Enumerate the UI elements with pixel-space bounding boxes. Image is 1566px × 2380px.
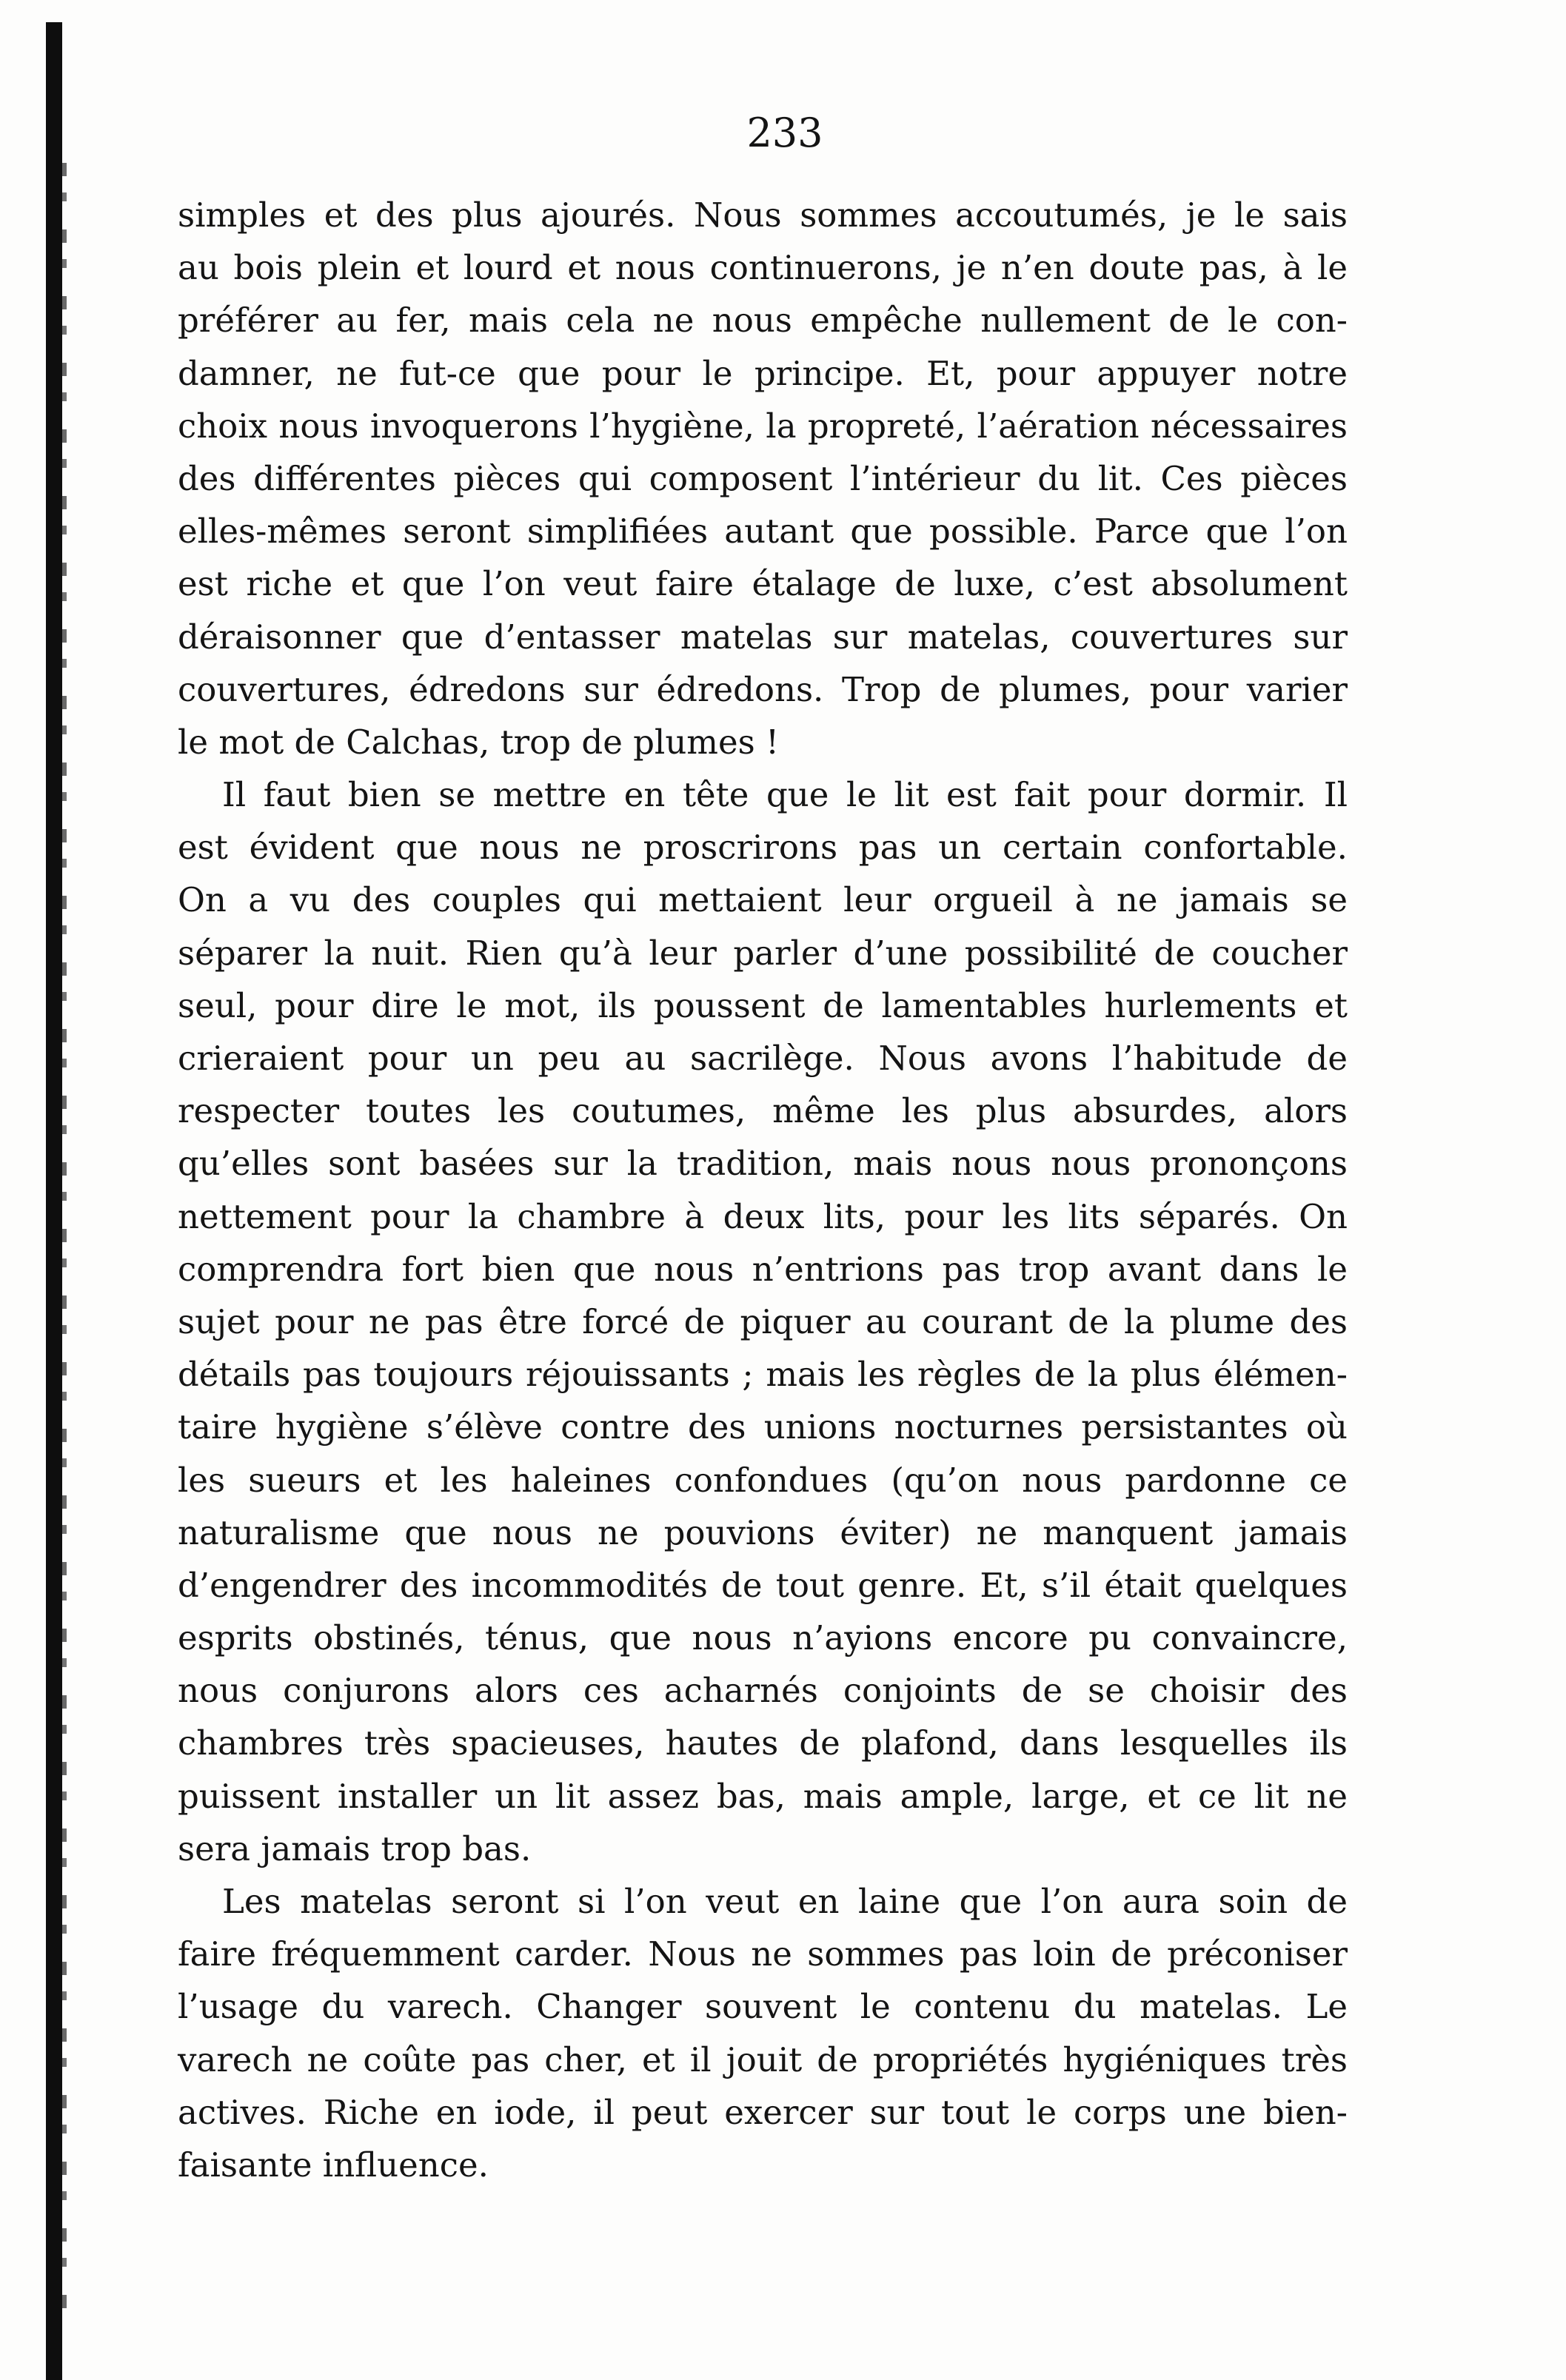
text-line: est évident que nous ne proscrirons pas un certain confortable. bbox=[178, 828, 1348, 868]
text-line: nous conjurons alors ces acharnés conjoints de se choisir des bbox=[178, 1671, 1348, 1711]
text-line: crieraient pour un peu au sacrilège. Nous avons l’habitude de bbox=[178, 1039, 1348, 1078]
text-line: est riche et que l’on veut faire étalage de luxe, c’est absolument bbox=[178, 564, 1348, 604]
text-line: l’usage du varech. Changer souvent le contenu du matelas. Le bbox=[178, 1987, 1348, 2027]
text-line: seul, pour dire le mot, ils poussent de lamentables hurlements et bbox=[178, 985, 1348, 1025]
text-line: On a vu des couples qui mettaient leur orgueil à ne jamais se bbox=[178, 880, 1348, 920]
binding-shadow bbox=[62, 163, 67, 2310]
text-line: respecter toutes les coutumes, même les plus absurdes, alors bbox=[178, 1091, 1348, 1131]
text-line: d’engendrer des incommodités de tout genre. Et, s’il était quelques bbox=[178, 1565, 1348, 1605]
body-text bbox=[178, 189, 1348, 2191]
text-line: elles-mêmes seront simplifiées autant que possible. Parce que l’on bbox=[178, 512, 1348, 552]
text-line: des différentes pièces qui composent l’intérieur du lit. Ces pièces bbox=[178, 458, 1348, 498]
text-line: séparer la nuit. Rien qu’à leur parler d’une possibilité de coucher bbox=[178, 933, 1348, 973]
binding-edge bbox=[46, 22, 62, 2380]
paragraph bbox=[178, 768, 1348, 1875]
text-line: Les matelas seront si l’on veut en laine que l’on aura soin de bbox=[222, 1882, 1348, 1921]
text-line: damner, ne fut-ce que pour le principe. Et, pour appuyer notre bbox=[178, 353, 1348, 393]
text-line: déraisonner que d’entasser matelas sur matelas, couvertures sur bbox=[178, 617, 1348, 657]
text-line: naturalisme que nous ne pouvions éviter) ne manquent jamais bbox=[178, 1512, 1348, 1552]
text-line: les sueurs et les haleines confondues (qu’on nous pardonne ce bbox=[178, 1460, 1348, 1500]
page-number: 233 bbox=[746, 110, 823, 156]
paragraph bbox=[178, 189, 1348, 768]
text-line: sujet pour ne pas être forcé de piquer au courant de la plume des bbox=[178, 1301, 1348, 1341]
text-line: choix nous invoquerons l’hygiène, la propreté, l’aération nécessaires bbox=[178, 406, 1348, 446]
text-line: couvertures, édredons sur édredons. Trop de plumes, pour varier bbox=[178, 669, 1348, 709]
text-line: simples et des plus ajourés. Nous sommes accoutumés, je le sais bbox=[178, 195, 1348, 235]
text-line: taire hygiène s’élève contre des unions nocturnes persistantes où bbox=[178, 1407, 1348, 1447]
text-line: chambres très spacieuses, hautes de plafond, dans lesquelles ils bbox=[178, 1723, 1348, 1763]
text-line: le mot de Calchas, trop de plumes ! bbox=[178, 722, 780, 762]
text-line: comprendra fort bien que nous n’entrions pas trop avant dans le bbox=[178, 1249, 1348, 1289]
text-line: préférer au fer, mais cela ne nous empêche nullement de le con- bbox=[178, 301, 1348, 341]
text-line: esprits obstinés, ténus, que nous n’ayions encore pu convaincre, bbox=[178, 1618, 1348, 1658]
text-line: faisante influence. bbox=[178, 2145, 489, 2185]
text-line: Il faut bien se mettre en tête que le lit est fait pour dormir. Il bbox=[222, 775, 1348, 815]
text-line: faire fréquemment carder. Nous ne sommes pas loin de préconiser bbox=[178, 1934, 1348, 1974]
text-line: nettement pour la chambre à deux lits, pour les lits séparés. On bbox=[178, 1196, 1348, 1236]
text-line: sera jamais trop bas. bbox=[178, 1828, 532, 1868]
text-line: puissent installer un lit assez bas, mais ample, large, et ce lit ne bbox=[178, 1776, 1348, 1816]
text-line: varech ne coûte pas cher, et il jouit de propriétés hygiéniques très bbox=[178, 2039, 1348, 2079]
text-line: détails pas toujours réjouissants ; mais les règles de la plus élémen- bbox=[178, 1355, 1348, 1395]
text-line: au bois plein et lourd et nous continuerons, je n’en doute pas, à le bbox=[178, 248, 1348, 288]
text-line: qu’elles sont basées sur la tradition, mais nous nous prononçons bbox=[178, 1144, 1348, 1184]
text-line: actives. Riche en iode, il peut exercer sur tout le corps une bien- bbox=[178, 2092, 1348, 2132]
paragraph bbox=[178, 1875, 1348, 2191]
